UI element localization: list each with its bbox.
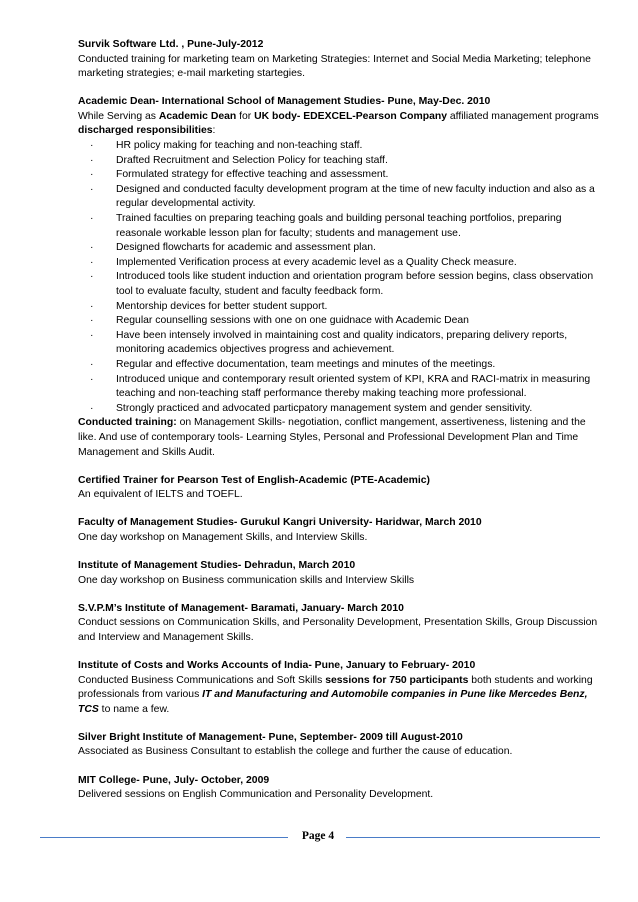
section-mit-college [78, 774, 604, 803]
list-item [78, 270, 604, 299]
section-text: Conduct sessions on Communication Skills, and Personality Development, Presentation Skills, Group Discussion and Interview and Management Skills. [78, 617, 598, 643]
bullet-icon: · [90, 213, 94, 225]
list-item [78, 183, 604, 212]
bullet-icon: · [90, 315, 94, 327]
section-heading: MIT College- Pune, July- October, 2009 [78, 774, 270, 786]
list-item [78, 300, 604, 315]
bullet-icon: · [90, 402, 94, 414]
list-item-text: Regular counselling sessions with one on one guidnace with Academic Dean [116, 315, 469, 327]
list-item-text: Introduced unique and contemporary result oriented system of KPI, KRA and RACI-matrix in measuring teaching and non-teaching staff performance thereby making teaching more professional. [116, 373, 591, 400]
list-item [78, 256, 604, 271]
companies-text: IT and Manufacturing and Automobile companies in Pune like Mercedes Benz, TCS [78, 689, 588, 715]
intro-role: Academic Dean [158, 110, 237, 122]
bullet-icon: · [90, 358, 94, 370]
footer-rule-right [346, 837, 600, 838]
section-academic-dean [78, 95, 604, 460]
section-text: Conducted training for marketing team on Marketing Strategies: Internet and Social Media Marketing; telephone marketing strategies; e-mail marketing startegies. [78, 53, 591, 80]
list-item [78, 329, 604, 358]
conducted-training [78, 416, 604, 460]
list-item-text: Introduced tools like student induction and orientation program before session begins, class observation tool to evaluate faculty, student and faculty feedback form. [116, 271, 594, 297]
section-heading: Faculty of Management Studies- Gurukul Kangri University- Haridwar, March 2010 [78, 517, 482, 529]
rich-text: both students and working professionals from various [78, 674, 593, 701]
list-item-text: Trained faculties on preparing teaching goals and building personal teaching portfolios, preparing reasonale workable lesson plan for faculty; students and management use. [116, 213, 562, 239]
list-item-text: Have been intensely involved in maintaining cost and quality indicators, preparing delivery reports, monitoring academics objectives progress and achievement. [116, 329, 568, 356]
list-item-text: Regular and effective documentation, team meetings and minutes of the meetings. [116, 358, 496, 370]
section-silver-bright [78, 731, 604, 760]
section-text: Associated as Business Consultant to establish the college and further the cause of education. [78, 746, 513, 758]
section-heading: Survik Software Ltd. , Pune-July-2012 [78, 39, 264, 50]
section-pte-trainer [78, 474, 604, 503]
list-item [78, 358, 604, 373]
participants-count: sessions for 750 participants [325, 674, 469, 686]
list-item [78, 402, 604, 417]
intro-text: affiliated management programs [447, 110, 599, 122]
list-item [78, 212, 604, 241]
intro-responsibilities: discharged responsibilities [78, 125, 213, 137]
section-ims-dehradun [78, 559, 604, 588]
section-text [78, 674, 604, 718]
list-item-text: Implemented Verification process at every academic level as a Quality Check measure. [116, 256, 517, 268]
page-number: Page 4 [301, 830, 335, 842]
list-item [78, 314, 604, 329]
section-svpm-baramati [78, 602, 604, 646]
bullet-icon: · [90, 154, 94, 166]
bullet-icon: · [90, 300, 94, 312]
footer-rule-left [40, 837, 288, 838]
list-item-text: Formulated strategy for effective teaching and assessment. [116, 169, 389, 181]
section-heading: Certified Trainer for Pearson Test of English-Academic (PTE-Academic) [78, 474, 431, 486]
list-item-text: Strongly practiced and advocated particpatory management system and gender sensitivity. [116, 402, 533, 414]
section-heading: Silver Bright Institute of Management- Pune, September- 2009 till August-2010 [78, 731, 463, 743]
intro-text: While Serving as [78, 110, 159, 122]
bullet-icon: · [90, 256, 94, 268]
section-text: One day workshop on Management Skills, and Interview Skills. [78, 531, 368, 543]
list-item-text: Designed flowcharts for academic and assessment plan. [116, 242, 376, 254]
bullet-icon: · [90, 169, 94, 181]
section-text: Delivered sessions on English Communication and Personality Development. [78, 789, 434, 801]
section-text: One day workshop on Business communication skills and Interview Skills [78, 574, 415, 586]
intro-colon: : [212, 125, 216, 137]
bullet-icon: · [90, 271, 94, 283]
section-heading: Institute of Management Studies- Dehradun, March 2010 [78, 560, 356, 571]
list-item [78, 373, 604, 402]
rich-text: Conducted Business Communications and Soft Skills [78, 674, 326, 686]
responsibility-list [78, 139, 604, 416]
page-footer [0, 828, 638, 848]
section-heading: Academic Dean- International School of Management Studies- Pune, May-Dec. 2010 [78, 96, 491, 108]
list-item [78, 154, 604, 169]
intro-text: for [236, 110, 255, 122]
bullet-icon: · [90, 242, 94, 254]
bullet-icon: · [90, 183, 94, 195]
section-heading: Institute of Costs and Works Accounts of India- Pune, January to February- 2010 [78, 659, 476, 671]
list-item [78, 168, 604, 183]
section-text: An equivalent of IELTS and TOEFL. [78, 489, 243, 501]
role-intro [78, 110, 604, 139]
training-text: on Management Skills- negotiation, conflict mangement, assertiveness, listening and the like. And use of contemporary tools- Learning Styles, Personal and Professional Development Plan and Time Management and Skills Audit. [78, 417, 586, 458]
list-item-text: HR policy making for teaching and non-teaching staff. [116, 140, 363, 152]
bullet-icon: · [90, 140, 94, 152]
bullet-icon: · [90, 329, 94, 341]
list-item-text: Designed and conducted faculty development program at the time of new faculty induction and also as a regular developmental activity. [116, 183, 595, 210]
section-icwai-pune [78, 659, 604, 717]
list-item-text: Mentorship devices for better student support. [116, 300, 328, 312]
section-survik [78, 38, 604, 82]
section-gurukul-kangri [78, 516, 604, 545]
section-heading: S.V.P.M’s Institute of Management- Baramati, January- March 2010 [78, 602, 404, 614]
bullet-icon: · [90, 373, 94, 385]
training-label: Conducted training: [78, 417, 177, 429]
list-item-text: Drafted Recruitment and Selection Policy for teaching staff. [116, 154, 388, 166]
rich-text: to name a few. [98, 703, 170, 715]
list-item [78, 139, 604, 154]
list-item [78, 241, 604, 256]
intro-body: UK body- EDEXCEL-Pearson Company [254, 110, 447, 122]
